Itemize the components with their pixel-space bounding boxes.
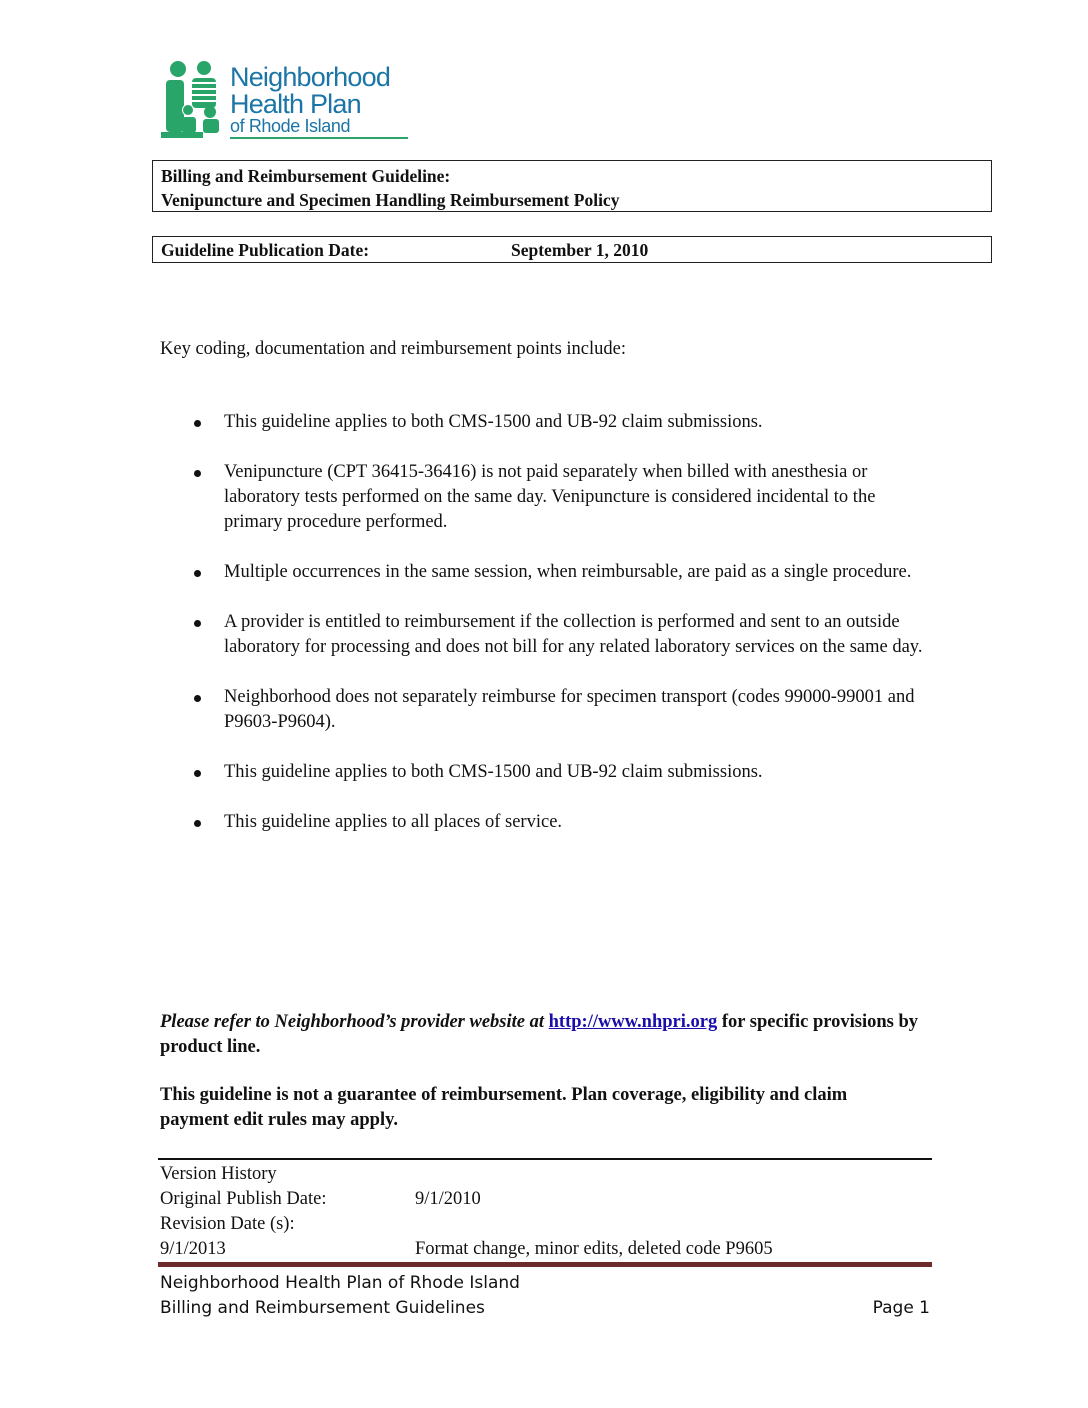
list-item — [190, 560, 930, 585]
bullet-icon — [194, 620, 201, 627]
list-item-text: Neighborhood does not separately reimburse for specimen transport (codes 99000-99001 and P9603-P9604). — [224, 687, 915, 732]
list-item — [190, 685, 930, 735]
list-item — [190, 810, 930, 835]
version-history-bottom-rule — [158, 1262, 932, 1267]
logo-text-line1: Neighborhood — [230, 62, 391, 92]
logo-text-line3: of Rhode Island — [230, 116, 351, 136]
guideline-title-box — [152, 160, 992, 212]
logo-underline — [230, 137, 408, 139]
publication-date-box — [152, 236, 992, 263]
bullet-icon — [194, 420, 201, 427]
bullet-icon — [194, 820, 201, 827]
revision-note: Format change, minor edits, deleted code P9605 — [415, 1239, 773, 1259]
provider-website-link[interactable]: http://www.nhpri.org — [548, 1012, 718, 1032]
version-history-heading: Version History — [160, 1164, 277, 1184]
bullet-icon — [194, 570, 201, 577]
page-number: Page 1 — [872, 1298, 930, 1318]
list-item-text: Multiple occurrences in the same session, when reimbursable, are paid as a single procedure. — [224, 562, 912, 582]
organization-logo — [158, 60, 408, 140]
list-item — [190, 760, 930, 785]
publication-date-label: Guideline Publication Date: — [161, 240, 370, 260]
list-item-text: This guideline applies to all places of service. — [224, 812, 563, 832]
original-publish-value: 9/1/2010 — [415, 1189, 481, 1209]
guideline-title-line1: Billing and Reimbursement Guideline: — [161, 166, 451, 186]
provider-website-prefix: Please refer to Neighborhood’s provider website at — [160, 1012, 545, 1032]
bullet-icon — [194, 470, 201, 477]
footer-document-title: Billing and Reimbursement Guidelines — [160, 1298, 485, 1318]
guideline-title-line2: Venipuncture and Specimen Handling Reimbursement Policy — [161, 190, 620, 210]
bullet-icon — [194, 770, 201, 777]
list-item-text: This guideline applies to both CMS-1500 and UB-92 claim submissions. — [224, 412, 763, 432]
version-history-top-rule — [158, 1158, 932, 1160]
list-item-text: This guideline applies to both CMS-1500 and UB-92 claim submissions. — [224, 762, 763, 782]
list-item-text: A provider is entitled to reimbursement if the collection is performed and sent to an outside laboratory for processing and does not bill for any related laboratory services on the same day. — [224, 612, 923, 657]
list-item — [190, 610, 930, 660]
list-item — [190, 460, 930, 535]
bullet-icon — [194, 695, 201, 702]
list-item — [190, 410, 930, 435]
key-points-list — [190, 410, 930, 860]
reimbursement-disclaimer: This guideline is not a guarantee of reimbursement. Plan coverage, eligibility and claim payment edit rules may apply. — [160, 1085, 848, 1130]
family-figures-icon — [158, 60, 230, 140]
version-history-revision-row — [160, 1237, 773, 1262]
provider-website-suffix: for specific provisions by product line. — [160, 1012, 918, 1057]
original-publish-label: Original Publish Date: — [160, 1189, 327, 1209]
publication-date-value: September 1, 2010 — [511, 240, 649, 260]
revision-date-value: 9/1/2013 — [160, 1239, 226, 1259]
version-history-original-row — [160, 1187, 481, 1212]
intro-text: Key coding, documentation and reimbursement points include: — [160, 339, 626, 359]
logo-text-line2: Health Plan — [230, 89, 361, 119]
footer-organization: Neighborhood Health Plan of Rhode Island — [160, 1273, 520, 1293]
revision-date-label: Revision Date (s): — [160, 1214, 295, 1234]
provider-website-note — [160, 1010, 920, 1060]
list-item-text: Venipuncture (CPT 36415-36416) is not paid separately when billed with anesthesia or laboratory tests performed on the same day. Venipuncture is considered incidental to the primary procedure performed. — [224, 462, 876, 532]
